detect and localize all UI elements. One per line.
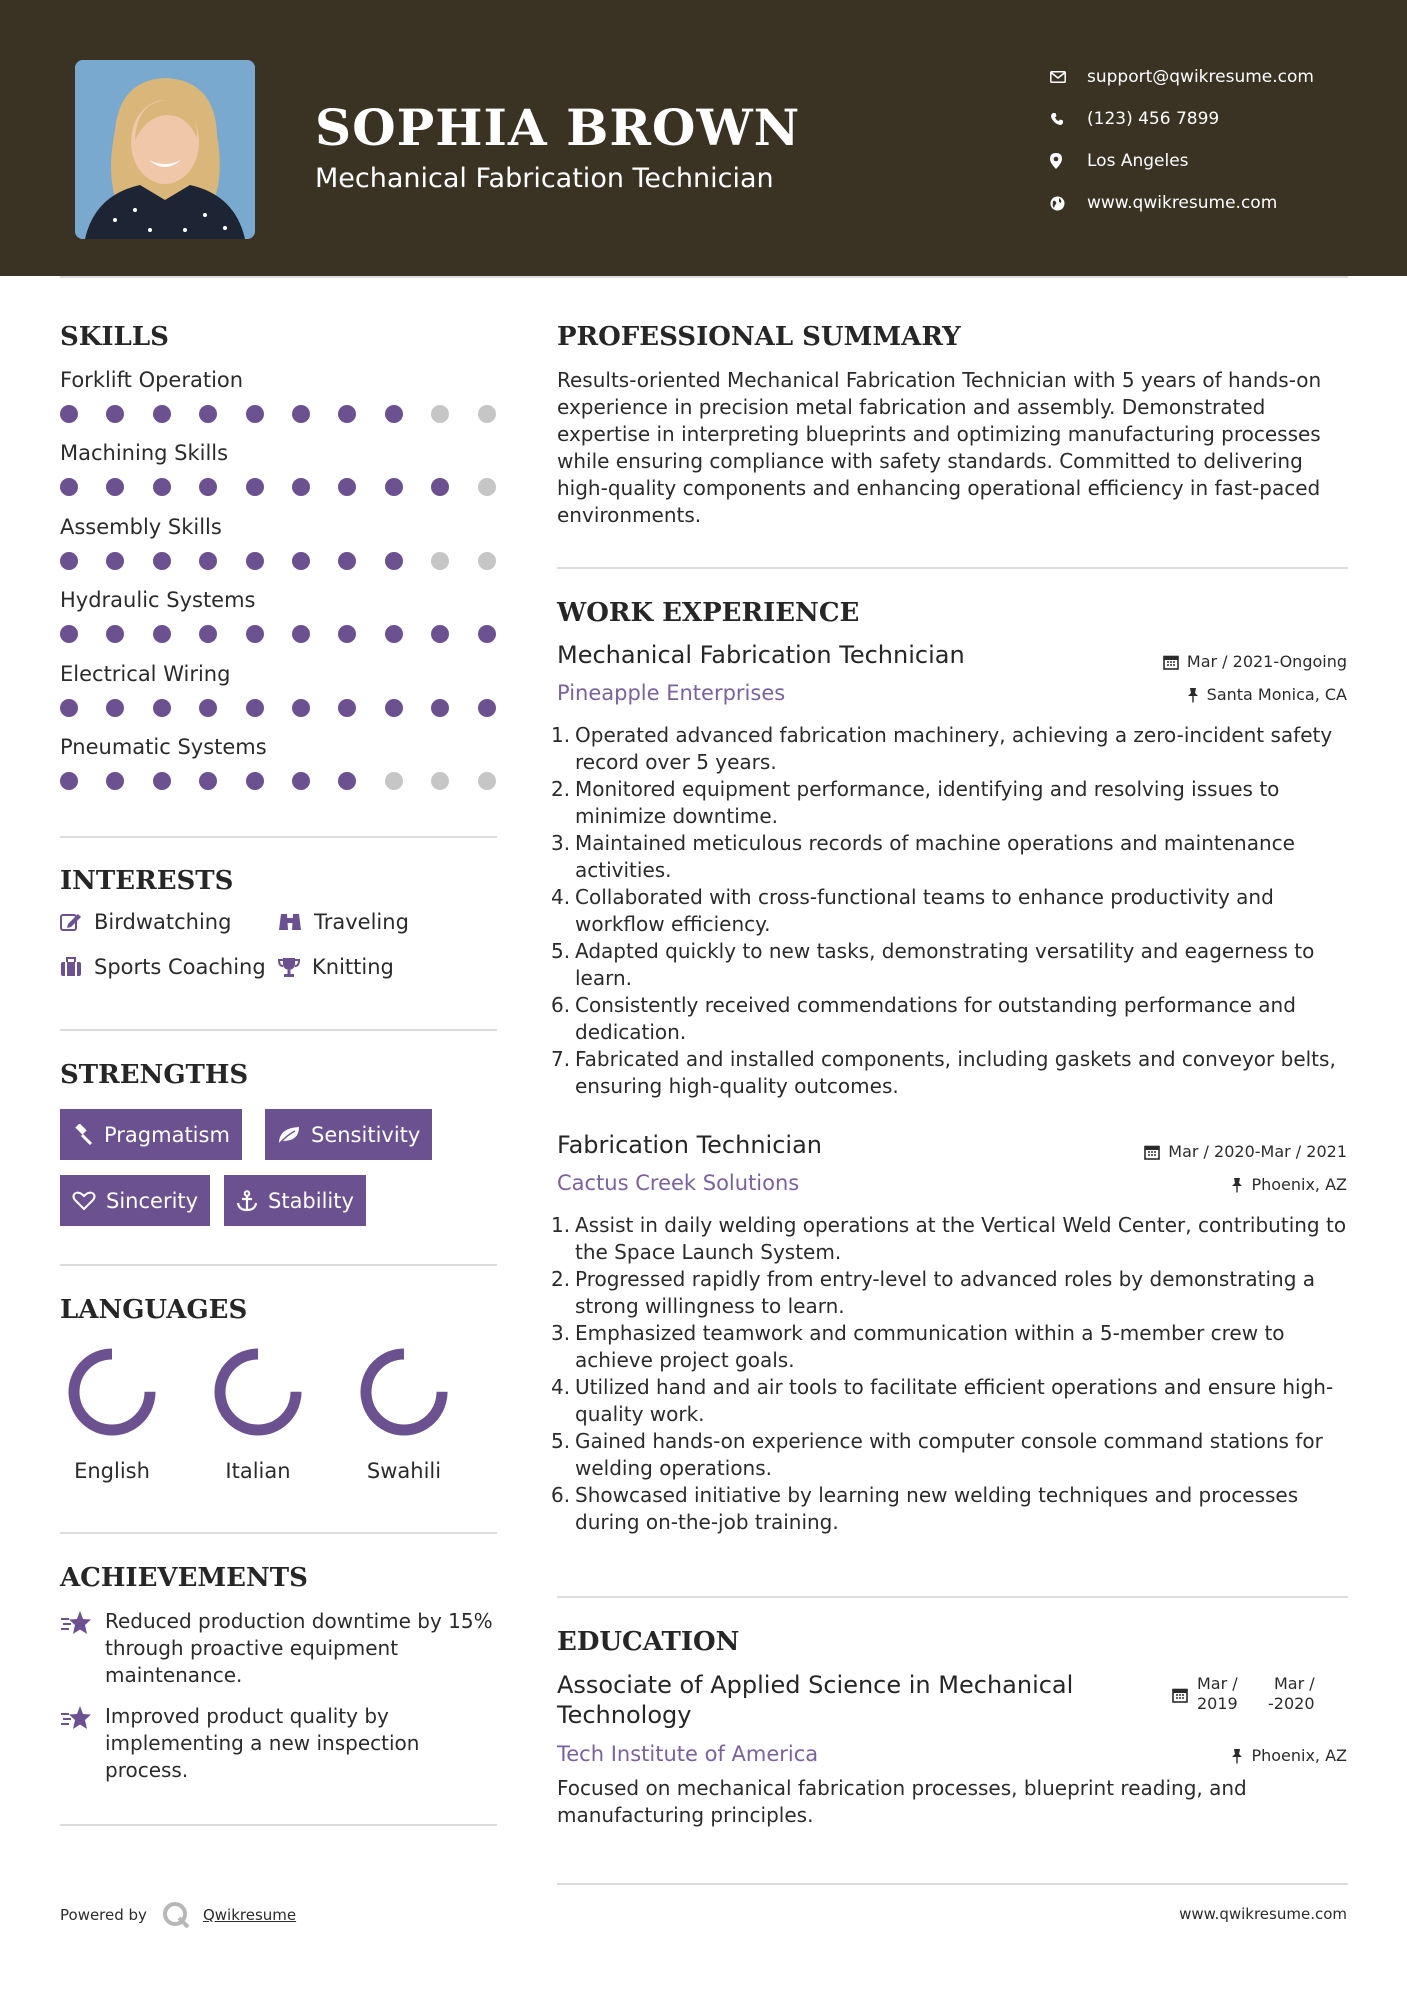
skill-name: Machining Skills: [60, 441, 229, 466]
education-location-text: Phoenix, AZ: [1251, 1746, 1347, 1765]
summary-divider: [557, 567, 1348, 569]
education-degree: Associate of Applied Science in Mechanical Technology: [557, 1671, 1074, 1729]
summary-text: Results-oriented Mechanical Fabrication Technician with 5 years of hands-on experience in precision metal fabrication and assembly. Demonstrated expertise in interpreting blueprints and optimizing manufacturing processes while ensuring compliance with safety standards. Committed to delivering high-quality components and enhancing operational efficiency in fast-paced environments.: [557, 368, 1322, 527]
pushpin-icon: [1187, 687, 1199, 703]
gavel-icon: [72, 1124, 94, 1146]
job-bullet: [551, 884, 1352, 938]
skill-dot-filled: [153, 552, 171, 570]
candidate-title: Mechanical Fabrication Technician: [315, 163, 774, 194]
skill-dot-filled: [292, 772, 310, 790]
achievements-heading: ACHIEVEMENTS: [60, 1563, 308, 1593]
job-bullet-text: Collaborated with cross-functional teams to enhance productivity and workflow efficiency.: [575, 885, 1274, 936]
interest-label: Birdwatching: [94, 910, 232, 934]
job-bullets: [551, 1212, 1352, 1536]
job-bullet-number: 5.: [551, 1429, 571, 1453]
skill-dot-filled: [246, 699, 264, 717]
pencil-square-icon: [60, 912, 82, 932]
footer-powered-by: [60, 1900, 296, 1930]
job-bullet: [551, 992, 1352, 1046]
skill-dot-empty: [431, 552, 449, 570]
trophy-icon: [278, 957, 300, 977]
interest-label: Knitting: [312, 955, 394, 979]
skill-name: Assembly Skills: [60, 514, 222, 539]
star-icon: [60, 1610, 92, 1640]
skill-dot-filled: [292, 699, 310, 717]
job-location-text: Santa Monica, CA: [1206, 685, 1347, 704]
skill-dot-filled: [478, 699, 496, 717]
job-bullet: [551, 830, 1352, 884]
heart-icon: [72, 1191, 96, 1211]
interest-item: [278, 910, 409, 934]
contact-phone-text: (123) 456 7899: [1087, 109, 1220, 129]
contact-website-text: www.qwikresume.com: [1087, 193, 1278, 213]
work-divider: [557, 1596, 1348, 1598]
candidate-name: SOPHIA BROWN: [315, 98, 801, 157]
job-bullet-text: Showcased initiative by learning new welding techniques and processes during on-the-job training.: [575, 1483, 1299, 1534]
job-location: [1187, 685, 1347, 704]
contact-location-text: Los Angeles: [1087, 151, 1189, 171]
skill-rating: [60, 699, 500, 719]
job-bullet-text: Progressed rapidly from entry-level to advanced roles by demonstrating a strong willingness to learn.: [575, 1267, 1316, 1318]
strength-label: Sincerity: [106, 1188, 199, 1213]
education-location: [1231, 1746, 1347, 1765]
job-bullet-text: Assist in daily welding operations at the Vertical Weld Center, contributing to the Space Launch System.: [575, 1213, 1347, 1264]
interest-label: Sports Coaching: [94, 955, 266, 979]
strengths-heading: STRENGTHS: [60, 1060, 249, 1090]
education-description: Focused on mechanical fabrication processes, blueprint reading, and manufacturing principles.: [557, 1776, 1247, 1827]
job-bullet-number: 3.: [551, 831, 571, 855]
job-date-text: Mar / 2021-Ongoing: [1186, 652, 1347, 671]
header-divider: [60, 276, 1348, 278]
skill-dot-filled: [106, 552, 124, 570]
languages-divider: [60, 1532, 497, 1534]
skill-dot-filled: [246, 478, 264, 496]
job-bullet-number: 6.: [551, 993, 571, 1017]
skill-dot-filled: [431, 699, 449, 717]
powered-by-label: Powered by: [60, 1906, 147, 1924]
job-bullet-number: 5.: [551, 939, 571, 963]
skill-dot-filled: [431, 478, 449, 496]
strength-tag: [265, 1109, 432, 1160]
envelope-icon: [1050, 71, 1087, 83]
skill-rating: [60, 625, 500, 645]
skill-dot-filled: [60, 552, 78, 570]
job-company: Pineapple Enterprises: [557, 681, 786, 705]
footer-url[interactable]: www.qwikresume.com: [1179, 1905, 1347, 1923]
job-bullet-text: Consistently received commendations for outstanding performance and dedication.: [575, 993, 1296, 1044]
job-date: [1144, 1142, 1347, 1161]
education-date-end-line2: -2020: [1268, 1694, 1315, 1713]
language-label: Swahili: [366, 1459, 442, 1483]
skill-name: Forklift Operation: [60, 368, 244, 392]
job-bullet-number: 3.: [551, 1321, 571, 1345]
job-role: Fabrication Technician: [557, 1131, 822, 1159]
skill-dot-filled: [153, 625, 171, 643]
strength-label: Stability: [268, 1188, 354, 1213]
leaf-icon: [277, 1125, 301, 1145]
interest-item: [60, 955, 266, 979]
skill-dot-filled: [246, 552, 264, 570]
skill-rating: [60, 478, 500, 498]
skill-dot-filled: [60, 478, 78, 496]
skill-dot-filled: [60, 699, 78, 717]
job-bullet: [551, 722, 1352, 776]
anchor-icon: [236, 1190, 258, 1212]
skill-dot-filled: [292, 478, 310, 496]
job-bullet-number: 4.: [551, 885, 571, 909]
skill-dot-empty: [478, 772, 496, 790]
skills-heading: SKILLS: [60, 322, 169, 352]
skill-dot-filled: [385, 478, 403, 496]
skill-rating: [60, 772, 500, 792]
skill-dot-filled: [106, 478, 124, 496]
job-bullet-text: Utilized hand and air tools to facilitate efficient operations and ensure high-quality work.: [575, 1375, 1334, 1426]
qwikresume-logo-icon: [161, 1900, 191, 1930]
skill-dot-filled: [153, 478, 171, 496]
strength-tag: [224, 1175, 366, 1226]
language-ring: [198, 1345, 318, 1445]
skill-dot-filled: [199, 405, 217, 423]
binoculars-icon: [278, 912, 302, 932]
skill-dot-filled: [153, 772, 171, 790]
skill-name: Electrical Wiring: [60, 661, 231, 686]
language-label: English: [74, 1459, 150, 1483]
skill-dot-filled: [338, 699, 356, 717]
job-bullet-text: Fabricated and installed components, including gaskets and conveyor belts, ensuring high-quality outcomes.: [575, 1047, 1336, 1098]
job-bullet-text: Operated advanced fabrication machinery, achieving a zero-incident safety record over 5 years.: [575, 723, 1333, 774]
job-bullet-number: 2.: [551, 1267, 571, 1291]
job-location-text: Phoenix, AZ: [1251, 1175, 1347, 1194]
interest-item: [60, 910, 231, 934]
globe-icon: [1050, 196, 1087, 211]
job-bullet: [551, 1046, 1352, 1100]
job-bullet: [551, 776, 1352, 830]
job-bullet: [551, 1374, 1352, 1428]
briefcase-icon: [60, 957, 82, 977]
skill-dot-empty: [478, 405, 496, 423]
skill-dot-empty: [478, 552, 496, 570]
achievement-text: Improved product quality by implementing a new inspection process.: [105, 1704, 420, 1782]
skill-dot-filled: [431, 625, 449, 643]
skill-rating: [60, 405, 500, 425]
achievements-divider: [60, 1824, 497, 1826]
skill-dot-filled: [385, 405, 403, 423]
languages-heading: LANGUAGES: [60, 1295, 248, 1325]
interests-heading: INTERESTS: [60, 866, 234, 896]
education-heading: EDUCATION: [557, 1627, 740, 1657]
achievement-text: Reduced production downtime by 15% through proactive equipment maintenance.: [105, 1609, 493, 1687]
education-date-start-line2: 2019: [1197, 1694, 1238, 1713]
education-divider: [557, 1883, 1348, 1885]
job-bullet-number: 1.: [551, 723, 571, 747]
star-icon: [60, 1705, 92, 1735]
education-school: Tech Institute of America: [557, 1742, 819, 1766]
skill-dot-empty: [431, 772, 449, 790]
calendar-icon: [1163, 654, 1179, 670]
job-bullet: [551, 1428, 1352, 1482]
skill-dot-filled: [246, 625, 264, 643]
language-ring: [52, 1345, 172, 1445]
skill-dot-filled: [292, 405, 310, 423]
skill-dot-filled: [199, 478, 217, 496]
pushpin-icon: [1231, 1177, 1243, 1193]
skill-dot-filled: [385, 699, 403, 717]
education-date-start-line1: Mar /: [1197, 1674, 1238, 1693]
contact-email[interactable]: [1050, 56, 1390, 98]
strength-label: Sensitivity: [311, 1122, 421, 1147]
contact-list: [1050, 56, 1390, 224]
job-bullet-text: Monitored equipment performance, identifying and resolving issues to minimize downtime.: [575, 777, 1280, 828]
job-bullet-number: 6.: [551, 1483, 571, 1507]
skill-dot-filled: [338, 478, 356, 496]
skill-dot-filled: [338, 772, 356, 790]
language-label: Italian: [225, 1459, 291, 1483]
job-bullet: [551, 1212, 1352, 1266]
skill-dot-filled: [199, 552, 217, 570]
job-bullet-text: Emphasized teamwork and communication within a 5-member crew to achieve project goals.: [575, 1321, 1285, 1372]
job-bullet-number: 1.: [551, 1213, 571, 1237]
strength-tag: [60, 1109, 242, 1160]
skill-dot-filled: [199, 625, 217, 643]
skill-dot-filled: [60, 625, 78, 643]
contact-location: [1050, 140, 1390, 182]
job-date: [1163, 652, 1347, 671]
job-bullet-number: 2.: [551, 777, 571, 801]
skill-dot-filled: [60, 772, 78, 790]
pushpin-icon: [1231, 1748, 1243, 1764]
job-bullet-text: Maintained meticulous records of machine operations and maintenance activities.: [575, 831, 1295, 882]
interest-item: [278, 955, 394, 979]
skill-dot-filled: [153, 405, 171, 423]
education-date-end-line1: Mar /: [1274, 1674, 1315, 1693]
job-date-text: Mar / 2020-Mar / 2021: [1168, 1142, 1347, 1161]
job-bullets: [551, 722, 1352, 1100]
summary-heading: PROFESSIONAL SUMMARY: [557, 322, 961, 352]
education-date-end: [1268, 1674, 1315, 1714]
job-bullet-number: 4.: [551, 1375, 571, 1399]
job-company: Cactus Creek Solutions: [557, 1171, 800, 1195]
job-role: Mechanical Fabrication Technician: [557, 641, 965, 669]
skill-dot-filled: [292, 625, 310, 643]
skill-dot-empty: [385, 772, 403, 790]
skill-dot-filled: [199, 772, 217, 790]
interests-divider: [60, 1029, 497, 1031]
strength-label: Pragmatism: [104, 1122, 230, 1147]
job-bullet: [551, 1482, 1352, 1536]
job-bullet: [551, 1320, 1352, 1374]
skill-dot-filled: [246, 772, 264, 790]
job-bullet: [551, 1266, 1352, 1320]
skill-dot-empty: [478, 478, 496, 496]
skill-rating: [60, 552, 500, 572]
strengths-divider: [60, 1264, 497, 1266]
skill-dot-filled: [246, 405, 264, 423]
skill-dot-filled: [338, 552, 356, 570]
skill-dot-filled: [60, 405, 78, 423]
location-pin-icon: [1050, 153, 1087, 169]
skill-dot-filled: [385, 552, 403, 570]
skill-name: Hydraulic Systems: [60, 588, 256, 613]
skill-name: Pneumatic Systems: [60, 735, 267, 759]
interest-label: Traveling: [314, 910, 409, 934]
skill-dot-empty: [431, 405, 449, 423]
job-location: [1231, 1175, 1347, 1194]
contact-email-text: support@qwikresume.com: [1087, 67, 1314, 87]
skill-dot-filled: [153, 699, 171, 717]
skills-divider: [60, 836, 497, 838]
skill-dot-filled: [106, 625, 124, 643]
skill-dot-filled: [106, 699, 124, 717]
phone-icon: [1050, 112, 1087, 126]
strength-tag: [60, 1175, 210, 1226]
skill-dot-filled: [106, 772, 124, 790]
job-bullet-text: Gained hands-on experience with computer console command stations for welding operations.: [575, 1429, 1323, 1480]
skill-dot-filled: [478, 625, 496, 643]
calendar-icon: [1144, 1144, 1160, 1160]
language-ring: [344, 1345, 464, 1445]
skill-dot-filled: [106, 405, 124, 423]
resume-header: [0, 0, 1407, 276]
qwikresume-link[interactable]: Qwikresume: [202, 1906, 297, 1924]
skill-dot-filled: [292, 552, 310, 570]
job-bullet: [551, 938, 1352, 992]
contact-website[interactable]: [1050, 182, 1390, 224]
skill-dot-filled: [338, 405, 356, 423]
contact-phone[interactable]: [1050, 98, 1390, 140]
job-bullet-number: 7.: [551, 1047, 571, 1071]
skill-dot-filled: [338, 625, 356, 643]
job-bullet-text: Adapted quickly to new tasks, demonstrating versatility and eagerness to learn.: [575, 939, 1315, 990]
work-heading: WORK EXPERIENCE: [557, 598, 860, 628]
calendar-icon: [1172, 1687, 1188, 1707]
profile-photo: [75, 60, 255, 239]
education-date-start: [1197, 1674, 1238, 1714]
skill-dot-filled: [385, 625, 403, 643]
skill-dot-filled: [199, 699, 217, 717]
